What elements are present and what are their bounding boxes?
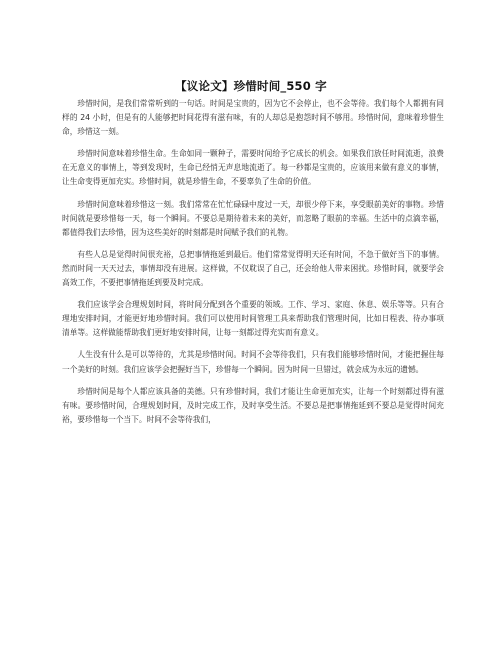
essay-body <box>62 97 444 435</box>
paragraph: 珍惜时间是每个人都应该具备的美德。只有珍惜时间，我们才能让生命更加充实，让每一个时刻都过得有滋有味。要珍惜时间，合理规划时间，及时完成工作，及时享受生活。不要总是把事情拖延到不要总是觉得时间充裕，要珍惜每一个当下。时间不会等待我们， <box>62 386 444 424</box>
paragraph: 珍惜时间意味着珍惜这一刻。我们常常在忙忙碌碌中度过一天，却很少停下来，享受眼前美好的事物。珍惜时间就是要珍惜每一天，每一个瞬间。不要总是期待着未来的美好，而忽略了眼前的幸福。生活中的点滴幸福，都值得我们去珍惜，因为这些美好的时刻都是时间赋予我们的礼物。 <box>62 199 444 237</box>
paragraph: 珍惜时间，是我们常常听到的一句话。时间是宝贵的，因为它不会停止，也不会等待。我们每个人都拥有同样的 24 小时，但是有的人能够把时间花得有滋有味，有的人却总是抱怨时间不够用。珍惜时间，意味着珍惜生命，珍惜这一刻。 <box>62 99 444 137</box>
page-title: 【议论文】珍惜时间_550 字 <box>175 79 327 93</box>
paragraph: 有些人总是觉得时间很充裕，总把事情拖延到最后。他们常常觉得明天还有时间，不急于做好当下的事情。然而时间一天天过去，事情却没有进展。这样做，不仅耽误了自己，还会给他人带来困扰。珍惜时间，就要学会高效工作，不要把事情拖延到要及时完成。 <box>62 249 444 288</box>
paragraph: 人生没有什么是可以等待的，尤其是珍惜时间。时间不会等待我们，只有我们能够珍惜时间，才能把握住每一个美好的时刻。我们应该学会把握好当下，珍惜每一个瞬间。因为时间一旦错过，就会成为永远的遗憾。 <box>62 350 444 374</box>
paragraph: 我们应该学会合理规划时间，将时间分配到各个重要的领域。工作、学习、家庭、休息、娱乐等等。只有合理地安排时间，才能更好地珍惜时间。我们可以使用时间管理工具来帮助我们管理时间，比如日程表、待办事项清单等。这样做能帮助我们更好地安排时间，让每一刻都过得充实而有意义。 <box>62 300 444 338</box>
paragraph: 珍惜时间意味着珍惜生命。生命如同一颗种子，需要时间给予它成长的机会。如果我们放任时间流逝，浪费在无意义的事情上，等到发现时，生命已经悄无声息地流逝了。每一秒都是宝贵的，应该用来做有意义的事情，让生命变得更加充实。珍惜时间，就是珍惜生命，不要辜负了生命的价值。 <box>62 149 444 187</box>
